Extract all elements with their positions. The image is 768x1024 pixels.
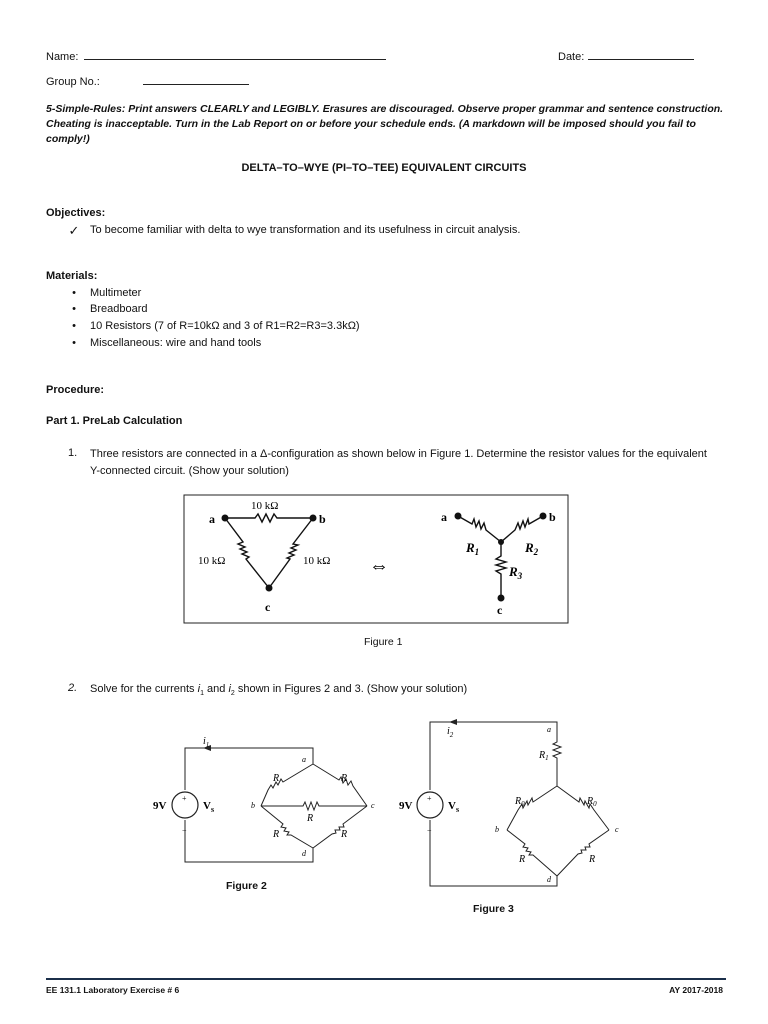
fig2-node-b: b: [251, 801, 255, 810]
wye-network: [458, 516, 543, 598]
fig3-r-cd: R: [589, 854, 596, 865]
footer-right: AY 2017-2018: [669, 985, 723, 995]
date-row: [558, 48, 694, 63]
delta-r-top: 10 kΩ: [251, 500, 279, 512]
fig2-r-ab: R: [273, 773, 280, 784]
name-blank[interactable]: [84, 48, 386, 60]
fig2-resistor-ac: [313, 764, 367, 806]
bullet-icon: •: [72, 287, 76, 299]
fig2-plus: +: [182, 794, 187, 803]
figure2-diagram: [145, 728, 385, 868]
fig2-resistor-ab: [261, 764, 313, 806]
fig2-current-label: $i_1$: [203, 736, 210, 749]
fig2-voltage: 9V: [153, 800, 167, 812]
group-label: Group No.:: [46, 76, 100, 88]
fig3-node-c: c: [615, 825, 619, 834]
footer-divider: [46, 978, 726, 980]
rules-text: 5-Simple-Rules: Print answers CLEARLY and LEGIBLY. Erasures are discouraged. Observe proper grammar and sentence construction. Cheating is inacceptable. Turn in the Lab Report on or before your schedule ends. (A markdown will be imposed should you fail to comply!): [46, 103, 724, 145]
fig3-r0-left-label: $R_0$: [515, 796, 525, 808]
figure1-diagram: [183, 494, 569, 624]
fig3-resistor-bd: [507, 830, 557, 876]
procedure-heading: Procedure:: [46, 384, 105, 396]
fig3-node-b: b: [495, 825, 499, 834]
wye-label-a: a: [441, 510, 447, 524]
wye-resistor-r2: [501, 516, 543, 542]
delta-node-c: [266, 585, 273, 592]
fig3-resistor-r0-right: [557, 786, 609, 830]
group-row: [46, 73, 249, 88]
fig2-r-bc: R: [307, 813, 314, 824]
name-row: [46, 48, 386, 63]
wye-label-c: c: [497, 603, 503, 617]
fig3-plus: +: [427, 794, 432, 803]
wye-label-b: b: [549, 510, 556, 524]
bullet-icon: •: [72, 320, 76, 332]
check-icon: ✓: [68, 223, 80, 238]
footer-left: EE 131.1 Laboratory Exercise # 6: [46, 985, 180, 995]
current-arrow-icon: [449, 719, 457, 725]
delta-label-b: b: [319, 512, 326, 526]
material-item: Multimeter: [90, 287, 142, 299]
wye-node-b: [540, 513, 547, 520]
name-label: Name:: [46, 51, 79, 63]
material-item: Breadboard: [90, 303, 148, 315]
delta-label-c: c: [265, 600, 271, 614]
fig3-node-d: d: [547, 875, 551, 884]
fig3-resistor-r1: [553, 738, 561, 786]
fig2-r-ac: R: [341, 773, 348, 784]
wye-r1-label: $R_1$: [466, 540, 480, 557]
fig3-node-a: a: [547, 725, 551, 734]
date-blank[interactable]: [588, 48, 694, 60]
fig2-node-d: d: [302, 849, 306, 858]
fig2-resistor-bd: [261, 806, 313, 848]
materials-heading: Materials:: [46, 270, 98, 282]
step2-text: Solve for the currents $i_1$ and $i_2$ shown in Figures 2 and 3. (Show your solution): [90, 683, 468, 698]
figure2-caption: Figure 2: [226, 880, 267, 892]
delta-node-a: [222, 515, 229, 522]
step1-number: 1.: [68, 447, 78, 459]
material-item: 10 Resistors (7 of R=10kΩ and 3 of R1=R2=R3=3.3kΩ): [90, 320, 360, 332]
wye-center-node: [498, 539, 504, 545]
delta-r-right: 10 kΩ: [303, 555, 331, 567]
delta-resistor-top: [225, 514, 313, 522]
date-label: Date:: [558, 51, 585, 63]
fig2-resistor-cd: [313, 806, 367, 848]
fig3-r-bd: R: [519, 854, 526, 865]
wye-resistor-r3: [496, 542, 506, 598]
material-item: Miscellaneous: wire and hand tools: [90, 337, 262, 349]
part1-heading: Part 1. PreLab Calculation: [46, 415, 183, 427]
delta-resistor-right: [269, 518, 313, 588]
wye-node-a: [455, 513, 462, 520]
fig2-r-bd: R: [273, 829, 280, 840]
figure3-diagram: [395, 716, 635, 891]
objectives-heading: Objectives:: [46, 207, 106, 219]
group-blank[interactable]: [143, 73, 249, 85]
fig3-resistor-cd: [557, 830, 609, 876]
step2-number: 2.: [68, 682, 78, 694]
figure1-caption: Figure 1: [364, 636, 403, 648]
wye-resistor-r1: [458, 516, 501, 542]
step1-text: Three resistors are connected in a Δ-configuration as shown below in Figure 1. Determine the resistor values for the equivalent Y-connected circuit. (Show your solution): [90, 448, 707, 477]
delta-r-left: 10 kΩ: [198, 555, 226, 567]
fig2-source-label: $V_s$: [203, 800, 215, 814]
fig3-voltage: 9V: [399, 800, 413, 812]
equivalence-arrow-icon: ⇔: [369, 555, 389, 577]
page-title: DELTA–TO–WYE (PI–TO–TEE) EQUIVALENT CIRCUITS: [241, 162, 527, 174]
fig3-r1-label: $R_1$: [539, 750, 549, 762]
figure3-caption: Figure 3: [473, 903, 514, 915]
fig3-source-label: $V_s$: [448, 800, 460, 814]
fig2-resistor-bc: [261, 802, 367, 810]
fig3-current-label: $i_2$: [447, 726, 454, 739]
objective-item: To become familiar with delta to wye transformation and its usefulness in circuit analysis.: [90, 224, 521, 236]
fig2-node-c: c: [371, 801, 375, 810]
delta-node-b: [310, 515, 317, 522]
delta-resistor-left: [225, 518, 269, 588]
delta-network: [225, 514, 313, 588]
fig2-r-cd: R: [341, 829, 348, 840]
wye-r3-label: $R_3$: [509, 564, 523, 581]
fig3-minus: −: [427, 826, 432, 835]
bullet-icon: •: [72, 337, 76, 349]
fig2-minus: −: [182, 826, 187, 835]
fig3-resistor-r0-left: [507, 786, 557, 830]
wye-node-c: [498, 595, 505, 602]
delta-label-a: a: [209, 512, 215, 526]
fig3-r0-right-label: $R_0$: [587, 796, 597, 808]
bullet-icon: •: [72, 303, 76, 315]
wye-r2-label: $R_2$: [525, 540, 539, 557]
fig2-node-a: a: [302, 755, 306, 764]
